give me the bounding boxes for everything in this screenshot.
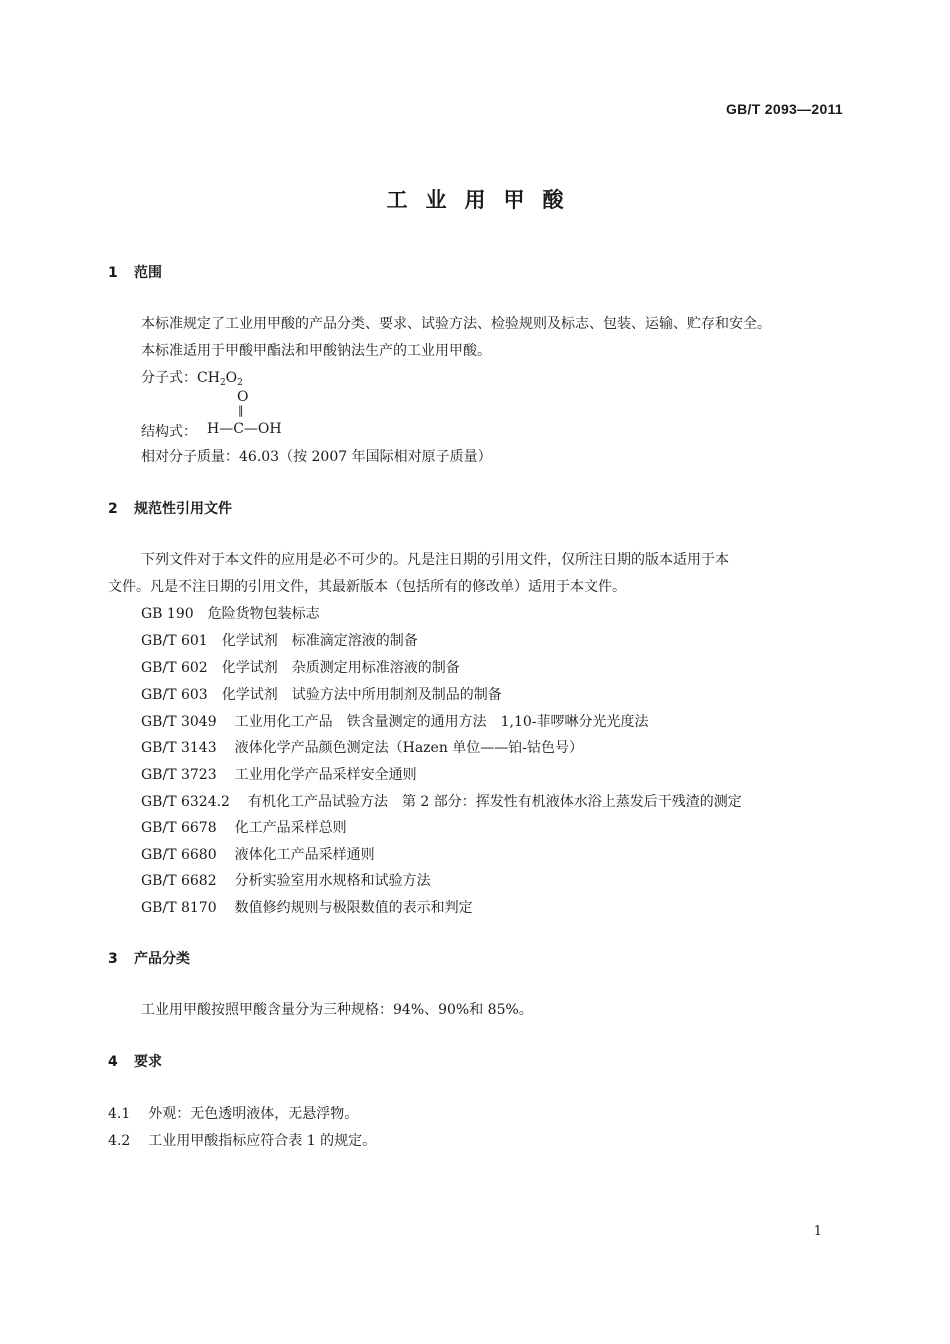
molecular-formula <box>141 367 243 388</box>
section-number: 2 <box>108 501 118 517</box>
reference-item <box>141 603 320 623</box>
clause-number: 4.2 <box>108 1133 131 1149</box>
reference-item <box>141 764 417 784</box>
section-number: 3 <box>108 951 118 967</box>
formula-h-subscript: 2 <box>219 378 226 388</box>
reference-code: GB/T 3723 <box>141 767 217 783</box>
reference-code: GB/T 603 <box>141 687 208 703</box>
standard-code: GB/T 2093—2011 <box>725 101 843 117</box>
page-title: 工业用甲酸 <box>386 188 582 212</box>
reference-item <box>141 844 375 864</box>
structural-formula <box>207 389 282 437</box>
reference-item <box>141 630 418 650</box>
reference-title: 液体化工产品采样通则 <box>234 847 375 863</box>
reference-item <box>141 897 473 917</box>
page-number: 1 <box>813 1224 822 1239</box>
reference-item <box>141 711 649 731</box>
paragraph: 本标准规定了工业用甲酸的产品分类、要求、试验方法、检验规则及标志、包装、运输、贮存和安全。 <box>141 316 771 332</box>
clause-number: 4.1 <box>108 1106 131 1122</box>
reference-item <box>141 737 583 757</box>
clause-item <box>108 1130 376 1150</box>
paragraph: 本标准适用于甲酸甲酯法和甲酸钠法生产的工业用甲酸。 <box>141 343 491 359</box>
formula-h: H <box>207 370 220 386</box>
paragraph-line: 下列文件对于本文件的应用是必不可少的。凡是注日期的引用文件，仅所注日期的版本适用于本 <box>141 552 729 568</box>
formula-c: C <box>197 370 208 386</box>
reference-item <box>141 817 347 837</box>
clause-text: 工业用甲酸指标应符合表 1 的规定。 <box>148 1133 377 1149</box>
reference-code: GB 190 <box>141 606 194 622</box>
section-title: 产品分类 <box>134 951 190 967</box>
section-2-heading <box>108 498 232 518</box>
reference-title: 工业用化学产品采样安全通则 <box>234 767 417 783</box>
reference-title: 分析实验室用水规格和试验方法 <box>234 873 431 889</box>
reference-item <box>141 791 742 811</box>
reference-title: 数值修约规则与极限数值的表示和判定 <box>234 900 473 916</box>
reference-item <box>141 684 502 704</box>
clause-text: 外观：无色透明液体，无悬浮物。 <box>148 1106 359 1122</box>
reference-title: 危险货物包装标志 <box>207 606 320 622</box>
section-number: 1 <box>108 265 118 281</box>
formula-o: O <box>225 370 238 386</box>
paragraph: 工业用甲酸按照甲酸含量分为三种规格：94%、90%和 85%。 <box>141 1002 533 1018</box>
reference-title: 化学试剂 杂质测定用标准溶液的制备 <box>221 660 460 676</box>
reference-title: 液体化学产品颜色测定法（Hazen 单位——铂-钴色号） <box>234 740 584 756</box>
reference-item <box>141 657 460 677</box>
reference-code: GB/T 3049 <box>141 714 217 730</box>
clause-item <box>108 1103 358 1123</box>
reference-code: GB/T 601 <box>141 633 208 649</box>
section-3-heading <box>108 948 190 968</box>
formula-oxygen-atom: O <box>237 389 249 405</box>
reference-code: GB/T 6678 <box>141 820 217 836</box>
section-1-heading <box>108 262 162 282</box>
double-bond: ‖ <box>238 404 243 417</box>
section-title: 要求 <box>134 1054 162 1070</box>
molecular-mass: 相对分子质量：46.03（按 2007 年国际相对原子质量） <box>141 449 492 465</box>
reference-title: 工业用化工产品 铁含量测定的通用方法 1,10-菲啰啉分光光度法 <box>234 714 649 730</box>
reference-code: GB/T 3143 <box>141 740 217 756</box>
paragraph-line: 文件。凡是不注日期的引用文件，其最新版本（包括所有的修改单）适用于本文件。 <box>108 579 626 595</box>
reference-title: 化工产品采样总则 <box>234 820 347 836</box>
section-4-heading <box>108 1051 162 1071</box>
formula-label: 分子式： <box>141 370 197 386</box>
reference-code: GB/T 602 <box>141 660 208 676</box>
section-title: 规范性引用文件 <box>134 501 232 517</box>
reference-code: GB/T 6682 <box>141 873 217 889</box>
structural-formula-label: 结构式： <box>141 424 197 440</box>
reference-code: GB/T 6680 <box>141 847 217 863</box>
reference-item <box>141 870 431 890</box>
reference-title: 化学试剂 标准滴定溶液的制备 <box>221 633 418 649</box>
section-title: 范围 <box>134 265 162 281</box>
section-number: 4 <box>108 1054 118 1070</box>
formula-o-subscript: 2 <box>237 378 243 388</box>
formula-chain: H—C—OH <box>207 421 282 437</box>
reference-title: 有机化工产品试验方法 第 2 部分：挥发性有机液体水浴上蒸发后干残渣的测定 <box>247 794 742 810</box>
reference-title: 化学试剂 试验方法中所用制剂及制品的制备 <box>221 687 502 703</box>
reference-code: GB/T 6324.2 <box>141 794 230 810</box>
reference-code: GB/T 8170 <box>141 900 217 916</box>
